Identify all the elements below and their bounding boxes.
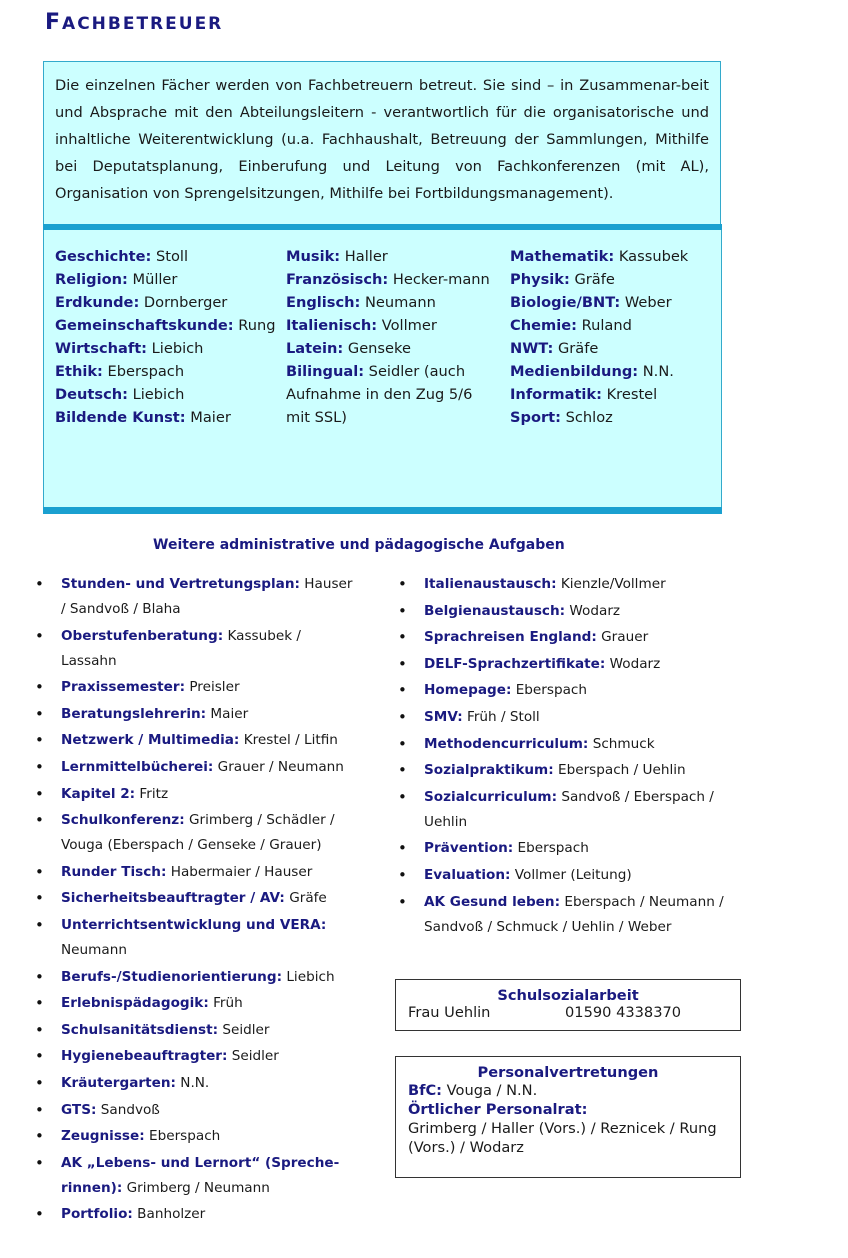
teacher-name: N.N. bbox=[638, 363, 674, 380]
task-item bbox=[35, 1098, 355, 1123]
fach-entry bbox=[286, 268, 496, 291]
task-persons: Grimberg / Neumann bbox=[122, 1179, 270, 1196]
teacher-name: Eberspach bbox=[102, 363, 185, 380]
task-item bbox=[398, 863, 728, 888]
fach-entry bbox=[55, 245, 277, 268]
task-item bbox=[35, 728, 355, 753]
tasks-heading: Weitere administrative und pädagogische Aufgaben bbox=[153, 537, 565, 553]
task-item bbox=[398, 705, 728, 730]
task-label: Portfolio: bbox=[61, 1206, 133, 1223]
task-label: Prävention: bbox=[424, 840, 514, 857]
teacher-name: Maier bbox=[185, 409, 231, 426]
task-label: Schulsanitätsdienst: bbox=[61, 1021, 219, 1038]
task-label: Sozialpraktikum: bbox=[424, 762, 554, 779]
task-persons: Eberspach / Uehlin bbox=[553, 762, 686, 779]
subject-label: Wirtschaft: bbox=[55, 340, 148, 357]
task-item bbox=[35, 886, 355, 911]
task-item bbox=[398, 785, 728, 835]
intro-box bbox=[43, 61, 721, 224]
bfc-value: Vouga / N.N. bbox=[442, 1082, 538, 1099]
subject-label: Gemeinschaftskunde: bbox=[55, 317, 234, 334]
fach-entry bbox=[55, 291, 277, 314]
fach-entry bbox=[510, 337, 715, 360]
personalvertretungen-box bbox=[395, 1056, 741, 1178]
fach-entry bbox=[510, 245, 715, 268]
teacher-name: Krestel bbox=[601, 386, 658, 403]
task-persons: Fritz bbox=[135, 785, 169, 802]
task-persons: Liebich bbox=[282, 968, 335, 985]
task-persons: N.N. bbox=[175, 1074, 210, 1091]
task-persons: Grimberg / Schädler / Vouga (Eberspach / Genseke / Grauer) bbox=[61, 812, 335, 854]
teacher-name: Seidler (auch Aufnahme in den Zug 5/6 mit SSL) bbox=[286, 363, 473, 426]
teacher-name: Liebich bbox=[147, 340, 204, 357]
task-persons: Grauer bbox=[596, 629, 649, 646]
subject-label: Biologie/BNT: bbox=[510, 294, 621, 311]
subject-label: Bildende Kunst: bbox=[55, 409, 186, 426]
teacher-name: Ruland bbox=[576, 317, 632, 334]
task-item bbox=[35, 782, 355, 807]
task-item bbox=[35, 1202, 355, 1227]
task-item bbox=[35, 675, 355, 700]
fach-entry bbox=[55, 406, 277, 429]
task-label: Hygienebeauftragter: bbox=[61, 1048, 228, 1065]
divider-bar bbox=[43, 507, 722, 514]
fach-entry bbox=[510, 360, 715, 383]
task-label: Italienaustausch: bbox=[424, 576, 557, 592]
task-persons: Seidler bbox=[227, 1048, 279, 1065]
subject-label: Erdkunde: bbox=[55, 294, 140, 311]
task-persons: Habermaier / Hauser bbox=[166, 863, 313, 880]
task-label: Berufs-/Studienorientierung: bbox=[61, 968, 283, 985]
task-item bbox=[35, 1044, 355, 1069]
subject-label: Geschichte: bbox=[55, 248, 152, 265]
task-item bbox=[398, 890, 728, 940]
task-persons: Grauer / Neumann bbox=[213, 758, 344, 775]
schulsozialarbeit-heading: Schulsozialarbeit bbox=[497, 987, 639, 1004]
task-item bbox=[35, 1071, 355, 1096]
task-item bbox=[35, 965, 355, 990]
task-persons: Kienzle/Vollmer bbox=[556, 576, 666, 592]
task-persons: Kassubek / Lassahn bbox=[61, 627, 302, 669]
schulsozialarbeit-box bbox=[395, 979, 741, 1031]
task-label: Netzwerk / Multimedia: bbox=[61, 732, 240, 749]
task-label: Zeugnisse: bbox=[61, 1128, 145, 1145]
fach-entry bbox=[510, 406, 715, 429]
fach-entry bbox=[286, 337, 496, 360]
fachbetreuer-box bbox=[43, 230, 722, 507]
subject-label: Mathematik: bbox=[510, 248, 615, 265]
fach-entry bbox=[510, 291, 715, 314]
task-persons: Wodarz bbox=[605, 655, 661, 672]
teacher-name: Neumann bbox=[360, 294, 436, 311]
fach-entry bbox=[55, 268, 277, 291]
task-label: Erlebnispädagogik: bbox=[61, 995, 209, 1012]
bfc-label: BfC: bbox=[408, 1082, 443, 1099]
fach-entry bbox=[286, 314, 496, 337]
subject-label: Informatik: bbox=[510, 386, 602, 403]
task-persons: Banholzer bbox=[132, 1206, 206, 1223]
fachbetreuer-column-2 bbox=[286, 245, 496, 429]
teacher-name: Stoll bbox=[151, 248, 189, 265]
task-label: Beratungslehrerin: bbox=[61, 705, 207, 722]
task-label: Kräutergarten: bbox=[61, 1074, 176, 1091]
fach-entry bbox=[286, 245, 496, 268]
subject-label: Chemie: bbox=[510, 317, 577, 334]
subject-label: Medienbildung: bbox=[510, 363, 639, 380]
task-persons: Preisler bbox=[185, 679, 240, 696]
task-label: Lernmittelbücherei: bbox=[61, 758, 214, 775]
task-item bbox=[35, 1151, 355, 1201]
teacher-name: Müller bbox=[127, 271, 178, 288]
teacher-name: Liebich bbox=[127, 386, 185, 403]
task-label: Praxissemester: bbox=[61, 679, 186, 696]
task-label: Runder Tisch: bbox=[61, 863, 167, 880]
fach-entry bbox=[55, 314, 277, 337]
task-item bbox=[398, 652, 728, 677]
teacher-name: Schloz bbox=[561, 409, 613, 426]
task-item bbox=[398, 599, 728, 624]
subject-label: Französisch: bbox=[286, 271, 389, 288]
task-persons: Vollmer (Leitung) bbox=[510, 866, 632, 883]
task-label: Homepage: bbox=[424, 682, 512, 699]
subject-label: Physik: bbox=[510, 271, 570, 288]
task-label: Schulkonferenz: bbox=[61, 812, 185, 829]
teacher-name: Rung bbox=[233, 317, 276, 334]
teacher-name: Gräfe bbox=[569, 271, 615, 288]
task-item bbox=[35, 1124, 355, 1149]
task-item bbox=[398, 758, 728, 783]
task-persons: Eberspach / Neumann / Sandvoß / Schmuck / Uehlin / Weber bbox=[424, 893, 724, 935]
task-item bbox=[398, 678, 728, 703]
task-item bbox=[35, 572, 355, 622]
task-persons: Maier bbox=[206, 705, 249, 722]
fach-entry bbox=[55, 360, 277, 383]
task-label: SMV: bbox=[424, 708, 463, 725]
subject-label: Deutsch: bbox=[55, 386, 128, 403]
task-label: Belgienaustausch: bbox=[424, 602, 566, 619]
teacher-name: Haller bbox=[340, 248, 388, 265]
task-item bbox=[398, 625, 728, 650]
task-persons: Eberspach bbox=[513, 840, 589, 857]
fach-entry bbox=[510, 383, 715, 406]
schulsozialarbeit-name: Frau Uehlin bbox=[408, 1004, 491, 1021]
task-label: Unterrichtsentwicklung und VERA: bbox=[61, 916, 327, 933]
subject-label: Musik: bbox=[286, 248, 341, 265]
teacher-name: Hecker-mann bbox=[388, 271, 490, 288]
fachbetreuer-column-1 bbox=[55, 245, 277, 429]
task-label: Sicherheitsbeauftragter / AV: bbox=[61, 890, 285, 907]
teacher-name: Weber bbox=[620, 294, 672, 311]
fach-entry bbox=[286, 360, 496, 429]
task-persons: Hauser / Sandvoß / Blaha bbox=[61, 576, 353, 617]
tasks-list-right bbox=[398, 572, 728, 941]
task-persons: Krestel / Litfin bbox=[239, 732, 338, 749]
task-label: Sozialcurriculum: bbox=[424, 788, 558, 805]
personalvertretungen-heading: Personalvertretungen bbox=[477, 1064, 659, 1081]
task-persons: Wodarz bbox=[565, 602, 621, 619]
teacher-name: Genseke bbox=[343, 340, 411, 357]
page-title: FACHBETREUER bbox=[45, 10, 224, 35]
task-item bbox=[35, 1018, 355, 1043]
subject-label: NWT: bbox=[510, 340, 554, 357]
task-item bbox=[35, 624, 355, 674]
task-item bbox=[398, 572, 728, 597]
task-persons: Eberspach bbox=[511, 682, 588, 699]
schulsozialarbeit-phone: 01590 4338370 bbox=[565, 1004, 682, 1021]
fach-entry bbox=[286, 291, 496, 314]
fach-entry bbox=[510, 268, 715, 291]
subject-label: Englisch: bbox=[286, 294, 361, 311]
bfc-line bbox=[408, 1081, 728, 1100]
task-label: Methodencurriculum: bbox=[424, 735, 589, 752]
task-label: AK Gesund leben: bbox=[424, 893, 561, 910]
task-persons: Schmuck bbox=[588, 735, 655, 752]
task-item bbox=[35, 755, 355, 780]
subject-label: Religion: bbox=[55, 271, 128, 288]
personalrat-value: Grimberg / Haller (Vors.) / Reznicek / Rung (Vors.) / Wodarz bbox=[408, 1120, 717, 1156]
task-label: Evaluation: bbox=[424, 866, 511, 883]
task-persons: Früh bbox=[208, 995, 243, 1012]
task-label: DELF-Sprachzertifikate: bbox=[424, 655, 606, 672]
task-item bbox=[398, 732, 728, 757]
fach-entry bbox=[510, 314, 715, 337]
subject-label: Ethik: bbox=[55, 363, 103, 380]
task-item bbox=[35, 913, 355, 963]
task-item bbox=[35, 702, 355, 727]
task-label: Sprachreisen England: bbox=[424, 629, 597, 646]
task-item bbox=[35, 991, 355, 1016]
fach-entry bbox=[55, 383, 277, 406]
intro-text: Die einzelnen Fächer werden von Fachbetreuern betreut. Sie sind – in Zusammenar-beit und Absprache mit den Abteilungsleitern - verantwortlich für die organisatorische und inhaltliche Weiterentwicklung (u.a. Fachhaushalt, Betreuung der Sammlungen, Mithilfe bei Deputatsplanung, Einberufung und Leitung von Fachkonferenzen (mit AL), Organisation von Sprengelsitzungen, Mithilfe bei Fortbildungsmanagement). bbox=[55, 77, 709, 202]
task-persons: Früh / Stoll bbox=[462, 708, 540, 725]
task-label: AK „Lebens- und Lernort“ (Spreche-rinnen): bbox=[61, 1154, 340, 1196]
subject-label: Italienisch: bbox=[286, 317, 378, 334]
teacher-name: Kassubek bbox=[614, 248, 689, 265]
teacher-name: Dornberger bbox=[139, 294, 228, 311]
personalrat-label: Örtlicher Personalrat: bbox=[408, 1101, 588, 1118]
fach-entry bbox=[55, 337, 277, 360]
task-item bbox=[35, 808, 355, 858]
task-item bbox=[35, 860, 355, 885]
task-label: Stunden- und Vertretungsplan: bbox=[61, 576, 300, 592]
task-label: Kapitel 2: bbox=[61, 785, 136, 802]
fachbetreuer-column-3 bbox=[510, 245, 715, 429]
task-persons: Sandvoß / Eberspach / Uehlin bbox=[424, 788, 714, 830]
tasks-list-left bbox=[35, 572, 355, 1229]
task-label: Oberstufenberatung: bbox=[61, 627, 224, 644]
task-persons: Neumann bbox=[61, 941, 127, 958]
task-persons: Seidler bbox=[218, 1021, 270, 1038]
teacher-name: Gräfe bbox=[553, 340, 599, 357]
teacher-name: Vollmer bbox=[377, 317, 437, 334]
task-persons: Gräfe bbox=[284, 890, 327, 907]
task-persons: Eberspach bbox=[144, 1128, 221, 1145]
subject-label: Sport: bbox=[510, 409, 561, 426]
subject-label: Bilingual: bbox=[286, 363, 365, 380]
subject-label: Latein: bbox=[286, 340, 344, 357]
task-label: GTS: bbox=[61, 1101, 97, 1118]
task-item bbox=[398, 836, 728, 861]
task-persons: Sandvoß bbox=[96, 1101, 160, 1118]
